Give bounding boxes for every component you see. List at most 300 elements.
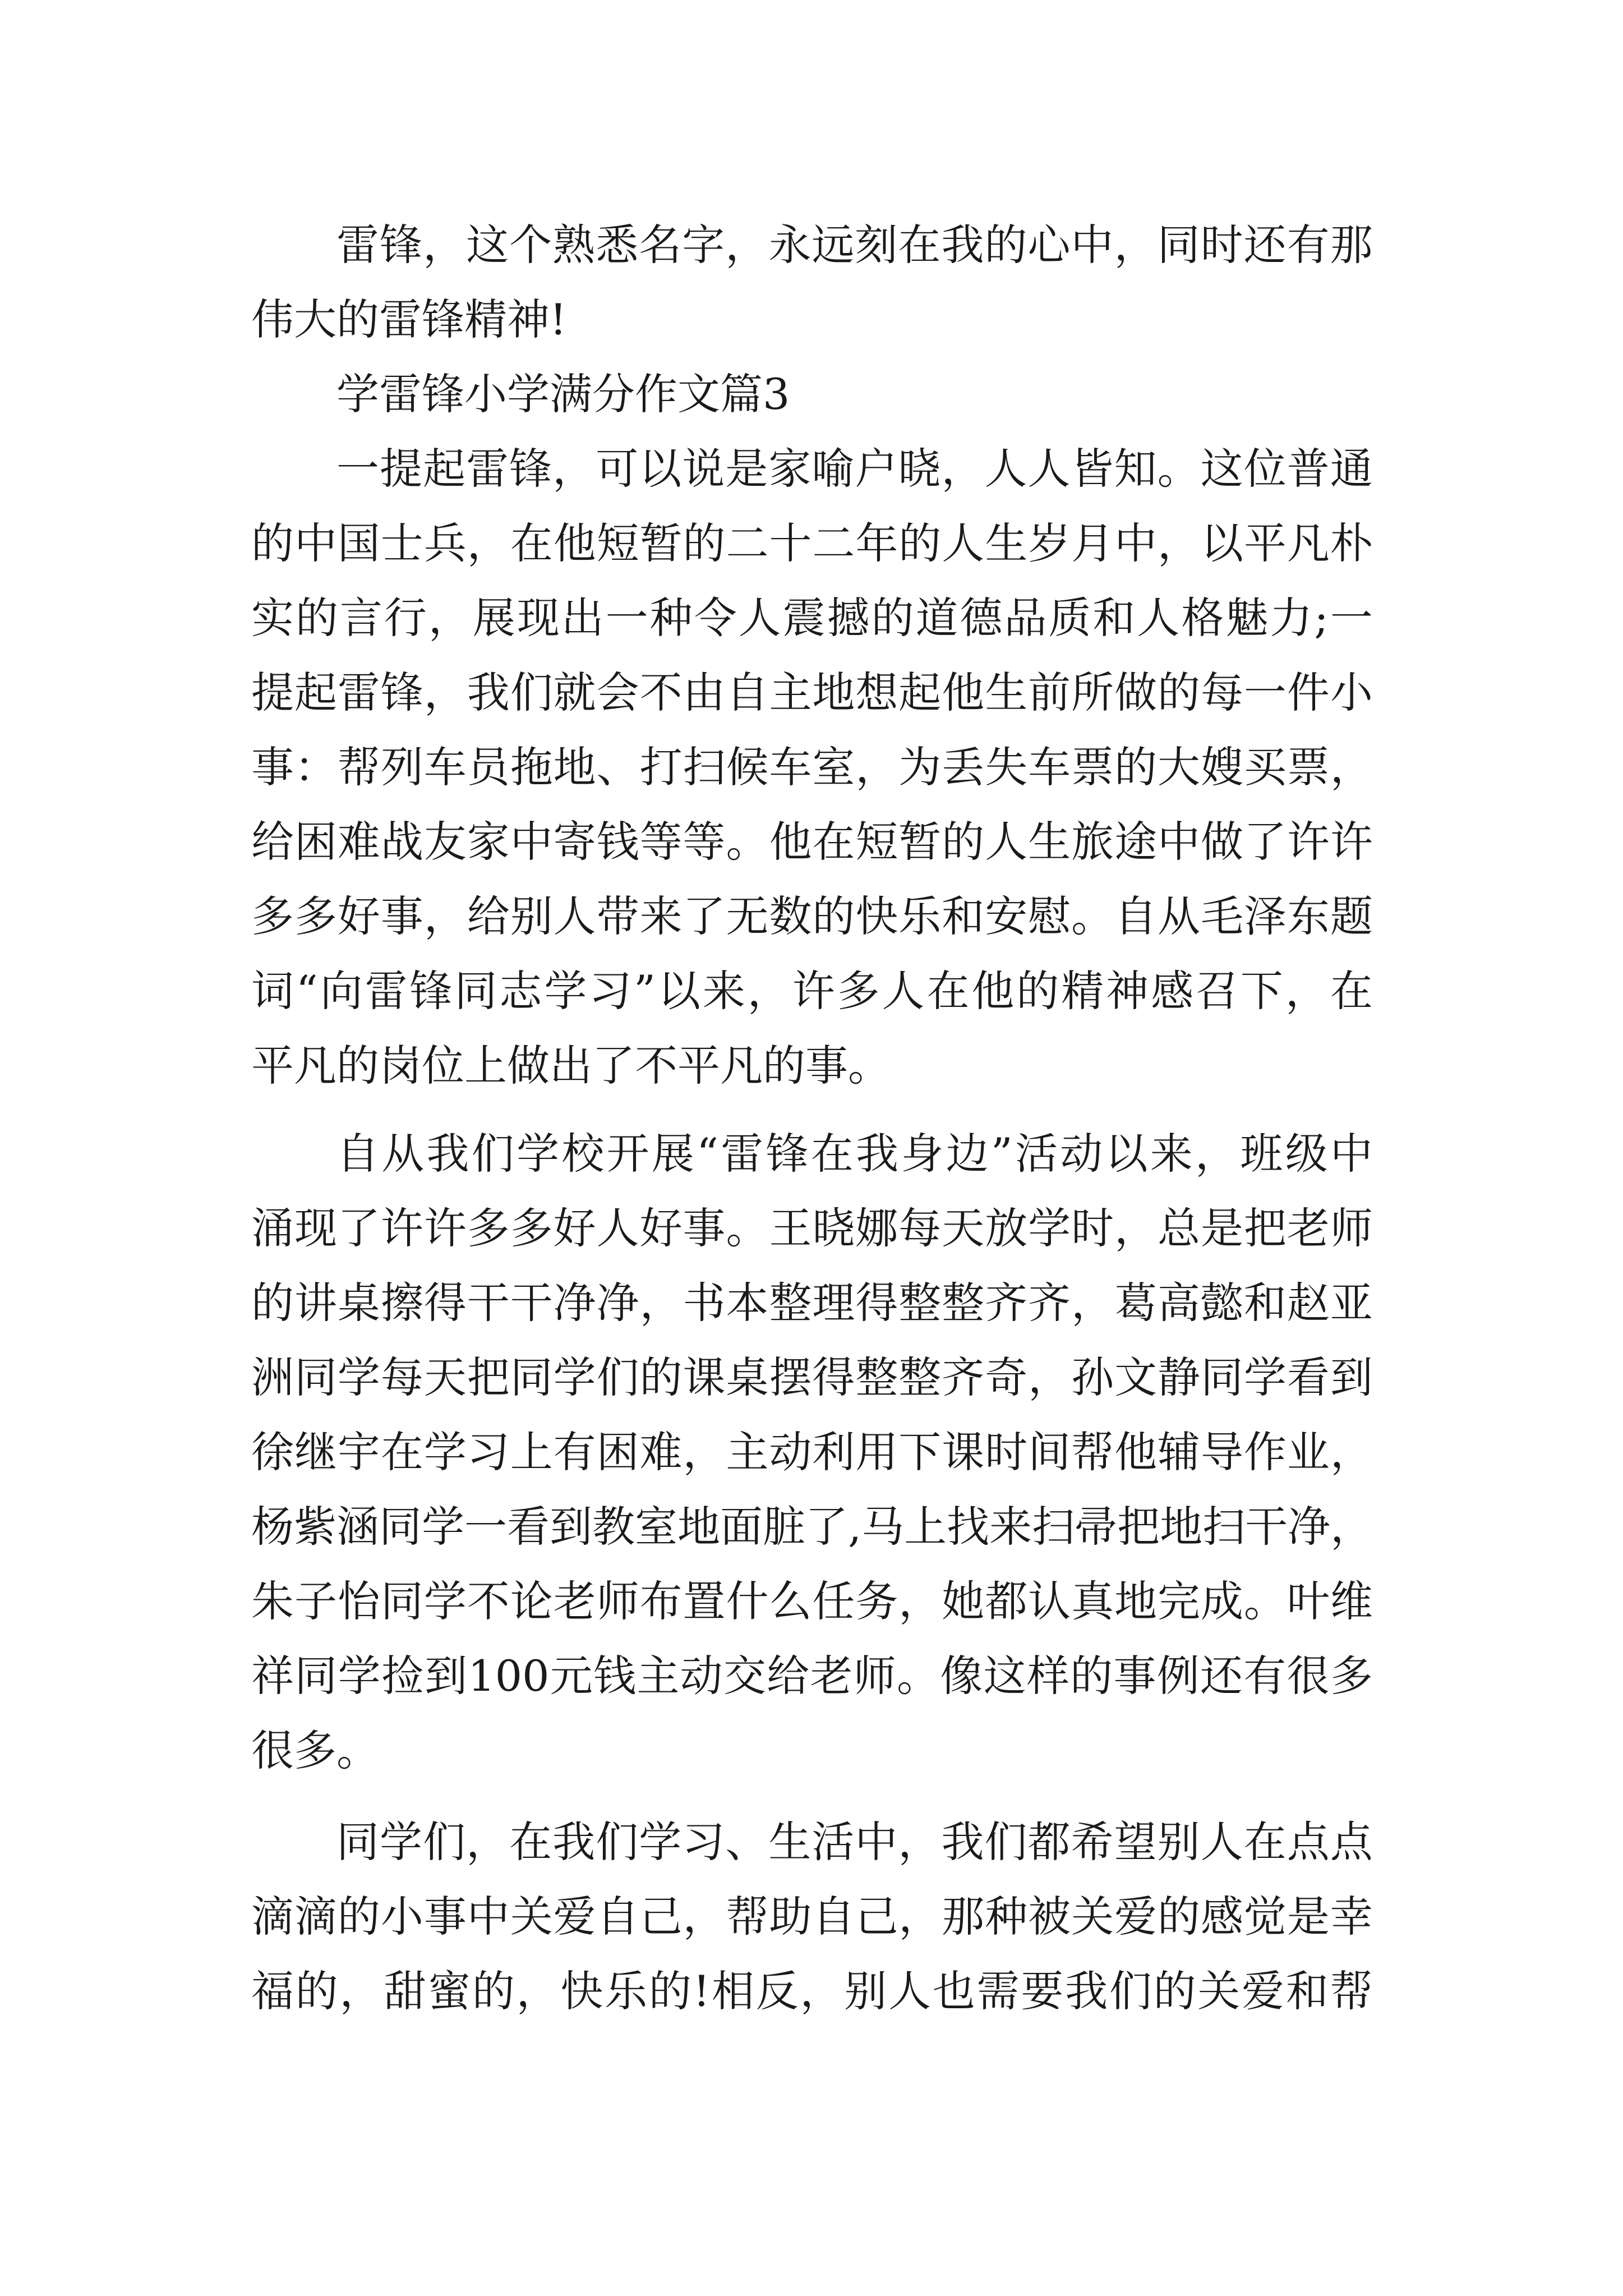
text-glyph: 奇	[985, 1352, 1028, 1402]
text-glyph: 点	[1330, 1817, 1373, 1867]
text-glyph: 主	[769, 668, 812, 717]
text-glyph: 找	[947, 1502, 990, 1552]
text-glyph: 同	[510, 1352, 553, 1402]
text-glyph: 召	[1196, 966, 1238, 1016]
text-glyph: 十	[769, 518, 812, 568]
text-glyph: 在	[380, 1427, 423, 1477]
text-glyph: 给	[467, 891, 510, 941]
text-glyph: 马	[861, 1502, 905, 1552]
text-glyph: 爱	[1114, 1892, 1158, 1941]
text-glyph: 难	[639, 1427, 683, 1477]
paragraph-classmates	[251, 1805, 1373, 2028]
text-glyph: 还	[1243, 220, 1287, 270]
text-glyph: 学	[380, 1817, 423, 1867]
text-glyph: 不	[467, 1576, 510, 1626]
text-glyph: 事	[251, 742, 294, 792]
text-glyph: 边	[946, 1129, 989, 1179]
text-glyph: 许	[423, 1203, 467, 1253]
text-glyph: 业	[1287, 1427, 1330, 1477]
text-glyph: 士	[380, 518, 423, 568]
text-glyph: 多	[510, 1203, 553, 1253]
text-glyph: ”	[634, 966, 656, 1016]
text-glyph: 令	[694, 593, 737, 643]
text-glyph: 了	[805, 1502, 848, 1552]
text-glyph: 脏	[763, 1502, 805, 1552]
text-glyph: 感	[1200, 1892, 1243, 1941]
text-glyph: 理	[812, 1278, 855, 1328]
text-glyph: 会	[596, 668, 639, 717]
text-glyph: 车	[423, 742, 467, 792]
text-glyph: 这	[983, 1651, 1026, 1701]
text-glyph: 还	[1200, 1651, 1243, 1701]
text-glyph: 用	[855, 1427, 898, 1477]
text-glyph: 他	[1114, 1427, 1158, 1477]
text-glyph: 人	[1027, 444, 1071, 494]
text-glyph: 自	[596, 1892, 639, 1941]
text-glyph: 月	[1071, 518, 1114, 568]
text-glyph: 朱	[251, 1576, 294, 1626]
text-glyph: 把	[467, 1352, 510, 1402]
text-glyph: 一	[1330, 593, 1373, 643]
text-glyph: 需	[976, 1966, 1020, 2016]
text-line	[251, 655, 1373, 730]
text-line	[251, 1116, 1373, 1191]
text-glyph: 课	[942, 1427, 985, 1477]
text-glyph: 好	[639, 1203, 683, 1253]
text-glyph: 地	[1160, 1502, 1203, 1552]
text-glyph: 实	[251, 593, 294, 643]
text-glyph: 师	[853, 1651, 896, 1701]
text-glyph: 旅	[1071, 817, 1114, 867]
text-glyph: 来	[1150, 1129, 1193, 1179]
text-glyph: 暂	[898, 817, 942, 867]
text-glyph: 友	[423, 817, 467, 867]
text-glyph: 个	[509, 220, 552, 270]
text-glyph: ，	[1028, 1352, 1071, 1402]
text-glyph: 悉	[596, 220, 639, 270]
text-glyph: 下	[1240, 966, 1283, 1016]
text-glyph: 干	[1245, 1502, 1288, 1552]
text-glyph: 的	[251, 1278, 294, 1328]
text-glyph: 国	[337, 518, 380, 568]
text-glyph: 困	[294, 817, 337, 867]
text-glyph: 买	[1243, 742, 1287, 792]
text-glyph: 齐	[942, 1352, 985, 1402]
text-glyph: 老	[1287, 1203, 1330, 1253]
text-glyph: 不	[639, 668, 683, 717]
text-glyph: 短	[596, 518, 639, 568]
text-glyph: 布	[639, 1576, 683, 1626]
text-glyph: 雷	[721, 1129, 764, 1179]
text-glyph: 别	[1157, 1817, 1200, 1867]
text-glyph: 教	[592, 1502, 635, 1552]
text-glyph: 生	[1028, 817, 1071, 867]
text-glyph: 起	[423, 444, 466, 494]
text-glyph: 好	[553, 1203, 596, 1253]
text-glyph: 每	[380, 1352, 423, 1402]
text-line	[251, 730, 1373, 804]
text-glyph: 我	[1065, 1966, 1108, 2016]
text-glyph: 把	[1243, 1203, 1287, 1253]
text-line	[251, 1415, 1373, 1489]
text-glyph: ，	[941, 444, 984, 494]
text-glyph: 有	[553, 1427, 596, 1477]
text-glyph: 杨	[251, 1502, 294, 1552]
text-glyph: ：	[294, 742, 337, 792]
text-glyph: 凡	[1287, 518, 1330, 568]
text-glyph: 一	[464, 1502, 507, 1552]
text-glyph: 齐	[1028, 1278, 1071, 1328]
text-glyph: 家	[467, 817, 510, 867]
text-glyph: 给	[767, 1651, 810, 1701]
text-glyph: 紫	[294, 1502, 336, 1552]
text-glyph: 像	[940, 1651, 983, 1701]
text-glyph: 望	[1114, 1817, 1157, 1867]
text-glyph: 慰	[1028, 891, 1071, 941]
text-glyph: 和	[1285, 1966, 1329, 2016]
text-glyph: 在	[1243, 1817, 1287, 1867]
text-glyph: 置	[683, 1576, 726, 1626]
text-glyph: 学	[553, 1352, 596, 1402]
text-glyph: 乐	[898, 891, 942, 941]
text-glyph: 学	[1028, 1203, 1071, 1253]
text-glyph: 人	[1137, 593, 1180, 643]
text-glyph: 钱	[596, 817, 639, 867]
text-glyph: 得	[812, 1352, 855, 1402]
text-glyph: 时	[1071, 1203, 1114, 1253]
text-glyph: 的	[942, 817, 985, 867]
text-glyph: ，	[466, 1817, 509, 1867]
text-glyph: 活	[1015, 1129, 1058, 1179]
text-glyph: 来	[702, 966, 745, 1016]
text-glyph: 从	[1158, 891, 1201, 941]
text-glyph: 动	[1060, 1129, 1103, 1179]
text-glyph: 钱	[593, 1651, 637, 1701]
text-glyph: 我	[941, 220, 984, 270]
text-glyph: 泽	[1243, 891, 1287, 941]
text-glyph: 得	[855, 1278, 898, 1328]
heading-line: 学雷锋小学满分作文篇3	[336, 369, 790, 419]
text-glyph: 桌	[337, 1278, 380, 1328]
text-glyph: 有	[1287, 220, 1330, 270]
text-glyph: 岁	[1028, 518, 1071, 568]
text-glyph: ，	[1330, 1427, 1373, 1477]
text-glyph: 们	[471, 1129, 514, 1179]
text-glyph: 。	[897, 1651, 939, 1701]
text-glyph: 在	[898, 220, 941, 270]
text-glyph: 时	[1200, 220, 1243, 270]
text-line	[251, 954, 1373, 1028]
text-glyph: 中	[855, 1817, 898, 1867]
text-glyph: ，	[423, 220, 466, 270]
text-glyph: 我	[426, 1129, 469, 1179]
text-glyph: ，	[428, 593, 471, 643]
text-glyph: 事	[423, 1892, 467, 1941]
text-glyph: ，	[747, 966, 790, 1016]
text-glyph: 二	[726, 518, 769, 568]
text-glyph: 她	[942, 1576, 985, 1626]
text-glyph: ，	[639, 1278, 683, 1328]
text-glyph: 同	[379, 1502, 422, 1552]
text-line	[251, 1266, 1373, 1340]
text-glyph: 么	[769, 1576, 812, 1626]
text-glyph: 开	[606, 1129, 649, 1179]
text-glyph: 觉	[1243, 1892, 1287, 1941]
text-glyph: 雷	[466, 444, 509, 494]
text-glyph: 同	[454, 966, 497, 1016]
text-glyph: 点	[1287, 1817, 1330, 1867]
text-glyph: 的	[1153, 1966, 1196, 2016]
text-glyph: 室	[812, 742, 855, 792]
text-glyph: 中	[294, 518, 337, 568]
text-glyph: 扫	[683, 742, 726, 792]
text-glyph: 锋	[509, 444, 552, 494]
text-glyph: 我	[552, 1817, 596, 1867]
text-glyph: 主	[726, 1427, 769, 1477]
text-glyph: 题	[1330, 891, 1373, 941]
text-glyph: 员	[467, 742, 510, 792]
text-glyph: 战	[380, 817, 423, 867]
text-glyph: 蜜	[428, 1966, 471, 2016]
text-glyph: 懿	[1200, 1278, 1243, 1328]
text-glyph: 亚	[1330, 1278, 1373, 1328]
text-glyph: 活	[811, 1817, 855, 1867]
text-glyph: 要	[1021, 1966, 1064, 2016]
text-glyph: 书	[683, 1278, 726, 1328]
text-glyph: 种	[649, 593, 693, 643]
text-glyph: 学	[337, 1352, 380, 1402]
text-glyph: 习	[589, 966, 632, 1016]
text-glyph: 许	[380, 1203, 423, 1253]
text-glyph: 利	[812, 1427, 855, 1477]
text-glyph: 想	[855, 668, 898, 717]
text-glyph: 锋	[380, 220, 423, 270]
text-glyph: 、	[596, 742, 639, 792]
text-glyph: 等	[639, 817, 683, 867]
text-glyph: 滴	[251, 1892, 294, 1941]
text-glyph: 由	[683, 668, 726, 717]
text-glyph: 事	[683, 1203, 726, 1253]
text-glyph: 助	[769, 1892, 812, 1941]
text-glyph: ，	[898, 1576, 942, 1626]
text-line	[251, 1805, 1373, 1879]
text-glyph: 中	[510, 817, 553, 867]
text-glyph: 力	[1270, 593, 1313, 643]
text-glyph: 感	[1151, 966, 1194, 1016]
text-glyph: ，	[1330, 742, 1373, 792]
text-glyph: 、	[725, 1817, 768, 1867]
text-glyph: 是	[725, 444, 768, 494]
text-glyph: 帮	[337, 742, 380, 792]
text-glyph: 困	[596, 1427, 639, 1477]
text-glyph: 师	[1330, 1203, 1373, 1253]
text-glyph: 暂	[639, 518, 683, 568]
text-line	[251, 1489, 1373, 1564]
text-glyph: 们	[423, 1817, 466, 1867]
text-glyph: 兵	[423, 518, 467, 568]
text-glyph: 任	[812, 1576, 855, 1626]
text-glyph: 生	[768, 1817, 811, 1867]
text-glyph: 祥	[251, 1651, 294, 1701]
text-glyph: 幸	[1330, 1892, 1373, 1941]
text-line: 平凡的岗位上做出了不平凡的事。	[251, 1041, 891, 1091]
text-glyph: 学	[544, 966, 587, 1016]
text-glyph: 的	[251, 518, 294, 568]
text-glyph: 课	[683, 1352, 726, 1402]
text-glyph: 地	[677, 1502, 720, 1552]
text-glyph: 齐	[985, 1278, 1028, 1328]
text-glyph: 净	[553, 1278, 596, 1328]
text-glyph: 反	[755, 1966, 799, 2016]
text-glyph: 净	[596, 1278, 639, 1328]
text-glyph: 学	[517, 1129, 560, 1179]
text-glyph: 中	[467, 1892, 510, 1941]
text-glyph: 得	[423, 1278, 467, 1328]
text-glyph: 一	[1243, 668, 1287, 717]
text-glyph: 神	[1106, 966, 1149, 1016]
text-glyph: 例	[1156, 1651, 1200, 1701]
text-glyph: 皆	[1071, 444, 1114, 494]
text-glyph: ，	[1285, 966, 1328, 1016]
text-glyph: 嫂	[1200, 742, 1243, 792]
text-glyph: 班	[1240, 1129, 1283, 1179]
text-glyph: 和	[1243, 1278, 1287, 1328]
text-glyph: 同	[294, 1352, 337, 1402]
text-glyph: 做	[1200, 817, 1243, 867]
text-glyph: 从	[381, 1129, 425, 1179]
text-line	[251, 1954, 1373, 2028]
text-glyph: 中	[1330, 1129, 1373, 1179]
text-glyph: 被	[1028, 1892, 1071, 1941]
text-glyph: 师	[596, 1576, 639, 1626]
text-glyph: 的	[1114, 742, 1158, 792]
text-glyph: 起	[898, 668, 942, 717]
text-glyph: 以	[657, 966, 700, 1016]
text-glyph: 词	[251, 966, 294, 1016]
text-glyph: 看	[507, 1502, 550, 1552]
text-glyph: 所	[1071, 668, 1114, 717]
text-glyph: 希	[1071, 1817, 1114, 1867]
text-glyph: 名	[639, 220, 682, 270]
text-glyph: 级	[1285, 1129, 1328, 1179]
text-glyph: 辅	[1158, 1427, 1201, 1477]
text-glyph: 上	[904, 1502, 947, 1552]
text-glyph: 雷	[365, 966, 408, 1016]
text-line	[251, 581, 1373, 655]
text-glyph: 在	[1330, 966, 1373, 1016]
text-glyph: 什	[726, 1576, 769, 1626]
text-glyph: 福	[251, 1966, 294, 2016]
text-glyph: 干	[510, 1278, 553, 1328]
text-glyph: 做	[1114, 668, 1158, 717]
text-glyph: 的	[1158, 668, 1201, 717]
text-glyph: 失	[985, 742, 1028, 792]
text-glyph: 叶	[1287, 1576, 1330, 1626]
text-glyph: 品	[1004, 593, 1047, 643]
text-glyph: 己	[855, 1892, 898, 1941]
text-glyph: 大	[1158, 742, 1201, 792]
text-glyph: 多	[251, 891, 294, 941]
text-glyph: 拖	[510, 742, 553, 792]
text-glyph: 讲	[294, 1278, 337, 1328]
text-glyph: 我	[467, 668, 510, 717]
text-line	[251, 208, 1373, 282]
text-glyph: ,	[848, 1502, 862, 1552]
text-glyph: 人	[942, 518, 985, 568]
text-glyph: 精	[1061, 966, 1104, 1016]
text-glyph: 每	[898, 1203, 942, 1253]
text-glyph: 了	[683, 891, 726, 941]
text-glyph: 的	[1158, 1892, 1201, 1941]
text-glyph: 爱	[1242, 1966, 1285, 2016]
text-glyph: 无	[726, 891, 769, 941]
text-glyph: 锋	[380, 668, 423, 717]
text-glyph: 列	[380, 742, 423, 792]
text-glyph: 关	[1197, 1966, 1241, 2016]
paragraph-closing	[251, 208, 1373, 357]
text-glyph: 位	[1243, 444, 1287, 494]
text-glyph: 格	[1181, 593, 1224, 643]
text-glyph: 带	[596, 891, 639, 941]
text-glyph: 王	[769, 1203, 812, 1253]
text-glyph: 交	[723, 1651, 766, 1701]
text-glyph: 字	[682, 220, 725, 270]
text-glyph: ”	[990, 1129, 1013, 1179]
text-glyph: 远	[811, 220, 855, 270]
text-glyph: 数	[769, 891, 812, 941]
text-glyph: 寄	[553, 817, 596, 867]
text-glyph: 多	[294, 891, 337, 941]
text-glyph: 放	[985, 1203, 1028, 1253]
text-glyph: 地	[553, 742, 596, 792]
text-glyph: 雷	[337, 668, 380, 717]
text-glyph: 那	[1330, 220, 1373, 270]
text-glyph: 人	[553, 891, 596, 941]
text-glyph: 质	[1048, 593, 1091, 643]
text-glyph: 的	[1070, 1651, 1113, 1701]
text-glyph: 撼	[827, 593, 870, 643]
text-glyph: !	[693, 1966, 711, 2016]
text-glyph: 件	[1287, 668, 1330, 717]
text-glyph: 同	[1200, 1352, 1243, 1402]
text-glyph: ;	[1314, 593, 1329, 643]
text-glyph: 己	[639, 1892, 683, 1941]
text-glyph: 到	[550, 1502, 592, 1552]
text-glyph: 娜	[855, 1203, 898, 1253]
text-glyph: 就	[553, 668, 596, 717]
text-glyph: 的	[812, 891, 855, 941]
text-glyph: 的	[1016, 966, 1059, 1016]
text-glyph: 天	[423, 1352, 467, 1402]
text-glyph: 车	[1028, 742, 1071, 792]
text-glyph: 向	[320, 966, 363, 1016]
text-glyph: 的	[984, 220, 1027, 270]
text-glyph: ，	[683, 1892, 726, 1941]
text-glyph: 导	[1200, 1427, 1243, 1477]
text-glyph: 滴	[294, 1892, 337, 1941]
text-glyph: 这	[466, 220, 509, 270]
text-glyph: 事	[1113, 1651, 1156, 1701]
text-glyph: 和	[1092, 593, 1136, 643]
text-glyph: 丢	[942, 742, 985, 792]
text-line	[251, 431, 1373, 506]
text-line	[251, 1879, 1373, 1954]
text-glyph: 动	[769, 1427, 812, 1477]
text-glyph: 心	[1027, 220, 1071, 270]
text-glyph: 校	[561, 1129, 605, 1179]
text-glyph: 桌	[726, 1352, 769, 1402]
text-glyph: 室	[635, 1502, 677, 1552]
